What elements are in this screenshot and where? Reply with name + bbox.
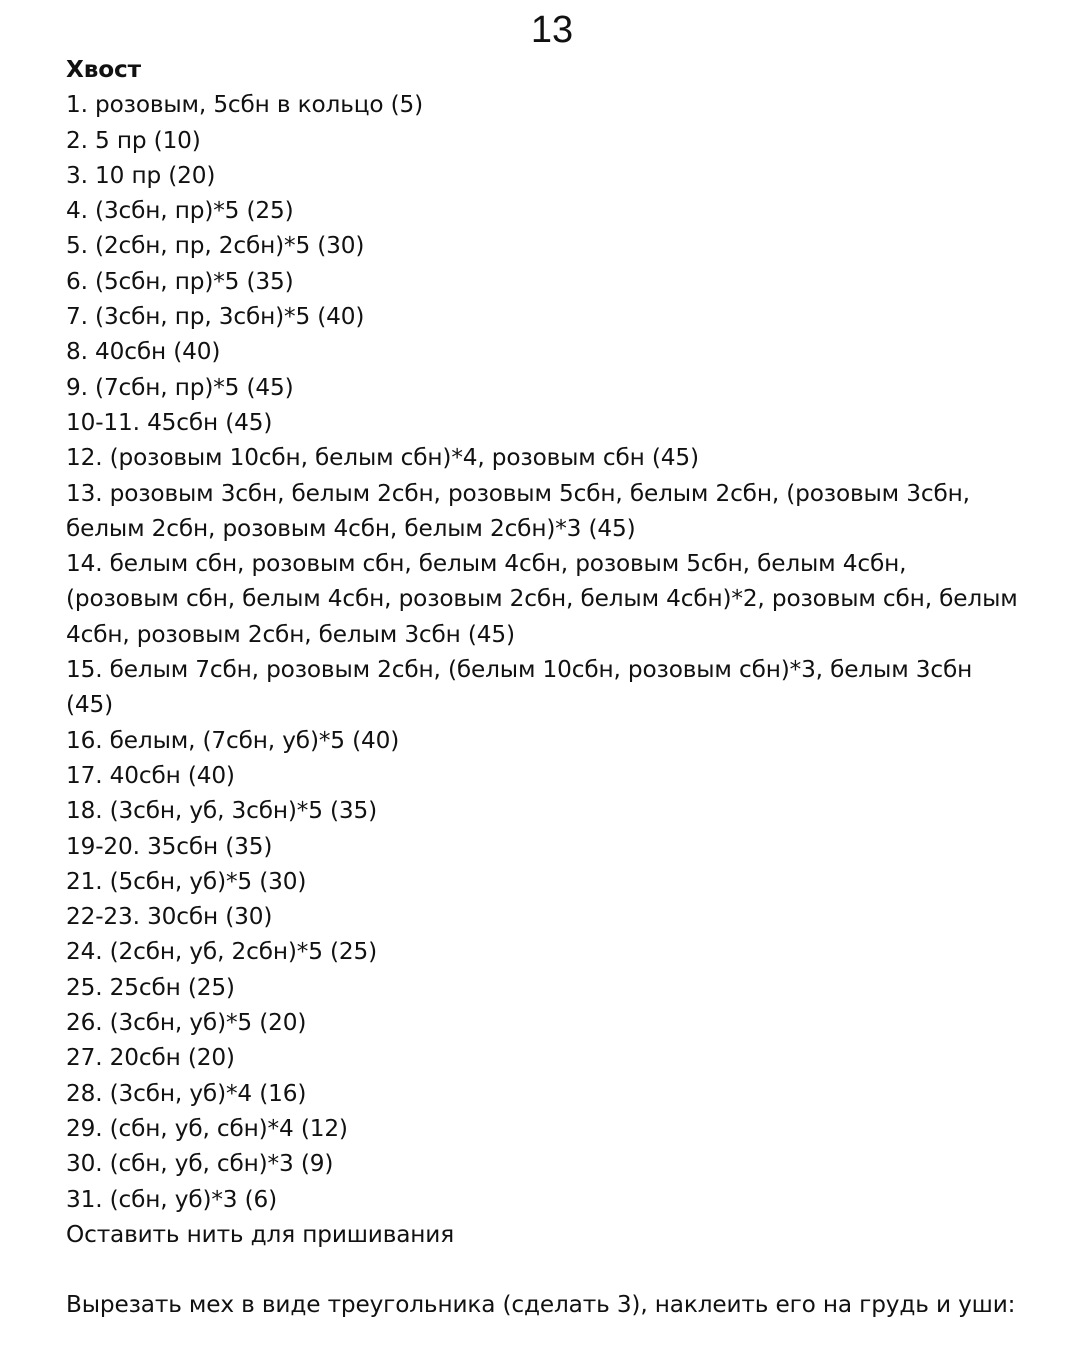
pattern-row: 19-20. 35сбн (35) [66,832,273,860]
pattern-row: 21. (5сбн, уб)*5 (30) [66,867,307,895]
page-number: 13 [530,9,574,51]
pattern-row: 9. (7сбн, пр)*5 (45) [66,373,294,401]
section-title: Хвост [66,56,141,83]
pattern-row: 10-11. 45сбн (45) [66,408,273,436]
pattern-row: 2. 5 пр (10) [66,126,201,154]
pattern-row: 17. 40сбн (40) [66,761,235,789]
pattern-row: 4. (3сбн, пр)*5 (25) [66,197,294,225]
paragraph-gap [66,1252,1026,1287]
pattern-row: 26. (3сбн, уб)*5 (20) [66,1009,307,1037]
pattern-row: 27. 20сбн (20) [66,1044,235,1072]
pattern-row: 24. (2сбн, уб, 2сбн)*5 (25) [66,938,378,966]
pattern-row: 13. розовым 3сбн, белым 2сбн, розовым 5сбн, белым 2сбн, (розовым 3сбн, белым 2сбн, розовым 4сбн, белым 2сбн)*3 (45) [66,479,970,542]
closing-note: Оставить нить для пришивания [66,1220,455,1248]
pattern-row: 12. (розовым 10сбн, белым сбн)*4, розовым сбн (45) [66,444,699,472]
pattern-row: 30. (сбн, уб, сбн)*3 (9) [66,1150,334,1178]
pattern-row: 18. (3сбн, уб, 3сбн)*5 (35) [66,797,378,825]
fur-instruction: Вырезать мех в виде треугольника (сделать 3), наклеить его на грудь и уши: [66,1291,1016,1319]
pattern-row: 16. белым, (7сбн, уб)*5 (40) [66,726,400,754]
pattern-row: 29. (сбн, уб, сбн)*4 (12) [66,1114,348,1142]
pattern-row: 14. белым сбн, розовым сбн, белым 4сбн, розовым 5сбн, белым 4сбн, (розовым сбн, белым 4сбн, розовым 2сбн, белым 4сбн)*2, розовым сбн, белым 4сбн, розовым 2сбн, белым 3сбн (45) [66,550,1018,648]
pattern-row: 15. белым 7сбн, розовым 2сбн, (белым 10сбн, розовым сбн)*3, белым 3сбн (45) [66,656,973,719]
pattern-rows [66,87,1026,1217]
pattern-row: 8. 40сбн (40) [66,338,221,366]
pattern-row: 31. (сбн, уб)*3 (6) [66,1185,278,1213]
pattern-content [66,52,1026,1323]
pattern-row: 5. (2сбн, пр, 2сбн)*5 (30) [66,232,365,260]
pattern-row: 1. розовым, 5сбн в кольцо (5) [66,91,424,119]
pattern-row: 6. (5сбн, пр)*5 (35) [66,267,294,295]
pattern-row: 3. 10 пр (20) [66,161,216,189]
pattern-row: 22-23. 30сбн (30) [66,903,273,931]
pattern-row: 7. (3сбн, пр, 3сбн)*5 (40) [66,303,365,331]
pattern-row: 25. 25сбн (25) [66,973,235,1001]
pattern-row: 28. (3сбн, уб)*4 (16) [66,1079,307,1107]
